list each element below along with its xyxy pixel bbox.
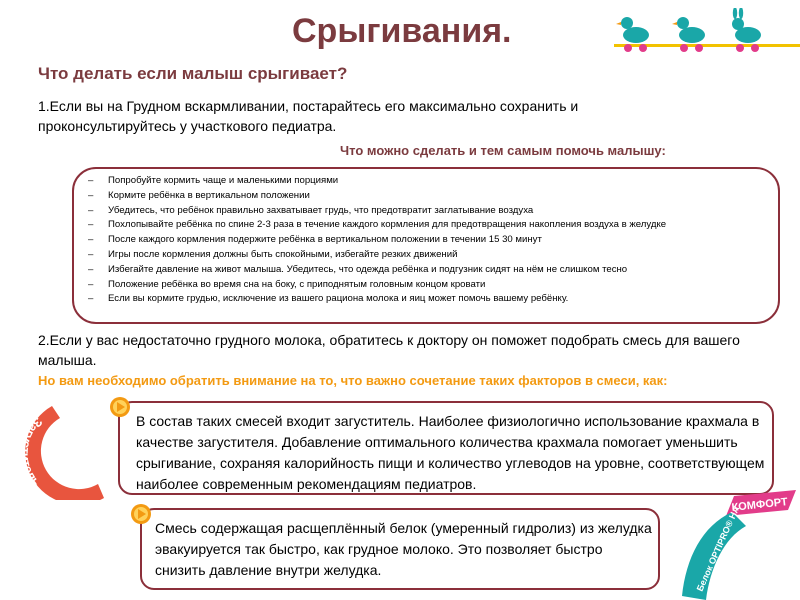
duck-toys-illustration: [610, 8, 800, 54]
tip-item: – Похлопывайте ребёнка по спине 2-3 раза в течение каждого кормления для предотвращения накопления воздуха в желудке: [86, 218, 736, 233]
section-subtitle: Что делать если малыш срыгивает?: [38, 64, 348, 83]
paragraph-formula: 2.Если у вас недостаточно грудного молока, обратитесь к доктору он поможет подобрать смесь для вашего малыша.: [38, 332, 740, 368]
paragraph-breastfeeding: 1.Если вы на Грудном вскармливании, постарайтесь его максимально сохранить и проконсультируйтесь у участкового педиатра.: [38, 98, 579, 134]
optipro-label: Белок OPTIPRO® НА: [694, 504, 742, 593]
thickener-label: Загуститель: [18, 414, 46, 490]
thickener-info-text: В состав таких смесей входит загуститель. Наиболее физиологично использование крахмала в качестве загустителя. Добавление оптимального количества крахмала помогает уменьшить срыгивание, сохраняя калорийность пищи и количество углеводов на уровне, соответствующем наиболее современным рекомендациям педиатров.: [136, 413, 765, 492]
tip-item: – Игры после кормления должны быть спокойными, избегайте резких движений: [86, 248, 736, 263]
tip-item: – Кормите ребёнка в вертикальном положении: [86, 189, 736, 204]
svg-text:Загуститель: [18, 414, 46, 489]
tip-item: – После каждого кормления подержите ребёнка в вертикальном положении в течении 15 30 минут: [86, 233, 736, 248]
play-arrow-icon: [130, 503, 152, 525]
comfort-brand-badge: [676, 488, 800, 600]
protein-info-text: Смесь содержащая расщеплённый белок (умеренный гидролиз) из желудка эвакуируется так быстро, как грудное молоко. Это позволяет быстро снизить давление внутри желудка.: [155, 520, 652, 578]
tip-item: – Убедитесь, что ребёнок правильно захватывает грудь, что предотвратит заглатывание воздуха: [86, 204, 736, 219]
tip-item: – Положение ребёнка во время сна на боку, с приподнятым головным концом кровати: [86, 278, 736, 293]
notice-heading: Но вам необходимо обратить внимание на то, что важно сочетание таких факторов в смеси, как:: [38, 373, 668, 388]
tip-item: – Попробуйте кормить чаще и маленькими порциями: [86, 174, 736, 189]
play-arrow-icon: [109, 396, 131, 418]
page-title: Срыгивания.: [292, 12, 512, 50]
tips-list: [86, 174, 736, 307]
help-heading: Что можно сделать и тем самым помочь малышу:: [340, 143, 666, 158]
thickener-badge: [18, 400, 118, 500]
tip-item: – Избегайте давление на живот малыша. Убедитесь, что одежда ребёнка и подгузник сидят на нём не слишком тесно: [86, 263, 736, 278]
comfort-label: КОМФОРТ: [731, 496, 789, 514]
tip-item: – Если вы кормите грудью, исключение из вашего рациона молока и яиц может помочь вашему ребёнку.: [86, 292, 736, 307]
